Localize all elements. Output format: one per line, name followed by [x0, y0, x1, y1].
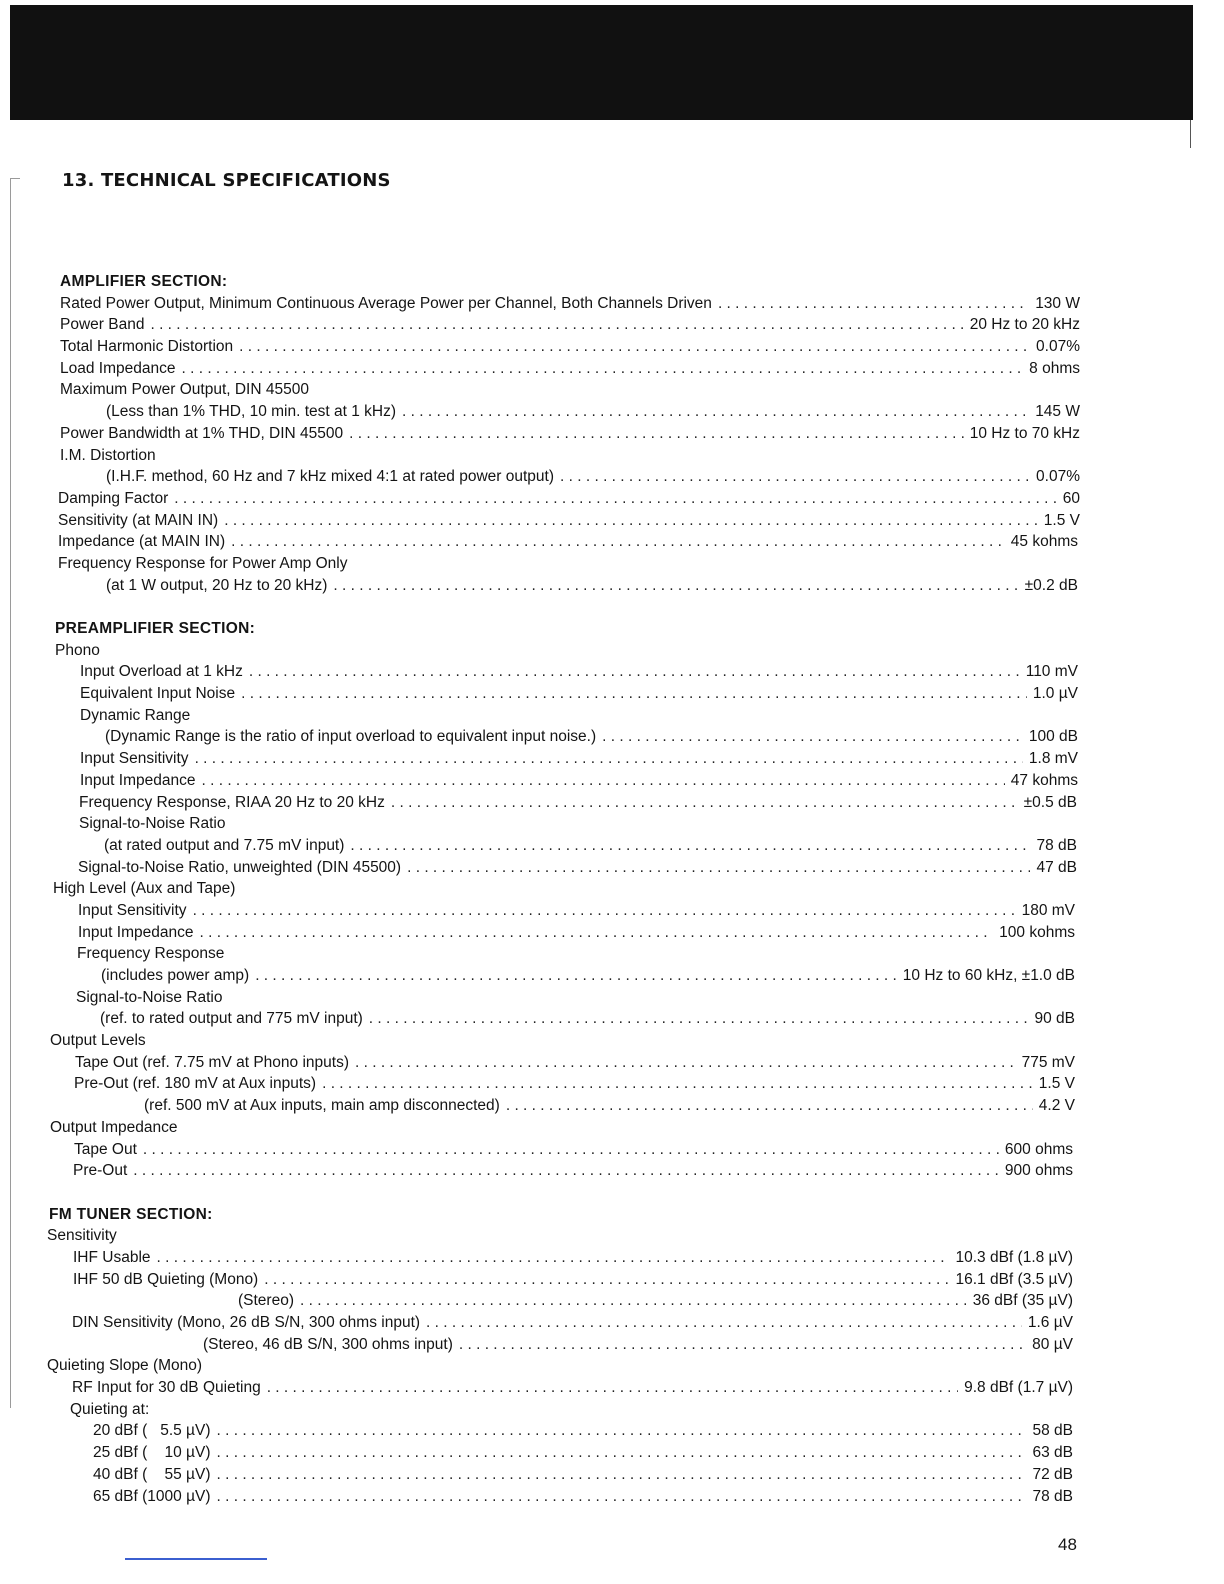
spec-value: 9.8 dBf (1.7 µV)	[964, 1379, 1073, 1397]
footer-rule	[125, 1558, 267, 1560]
spec-label: Signal-to-Noise Ratio	[76, 988, 223, 1006]
spec-label: Quieting at:	[70, 1400, 150, 1418]
spec-label: Quieting Slope (Mono)	[47, 1357, 203, 1375]
spec-label: Output Impedance	[50, 1118, 178, 1136]
spec-row	[0, 1030, 1075, 1052]
spec-value: 58 dB	[1032, 1422, 1073, 1440]
spec-row	[0, 1052, 1075, 1074]
spec-row	[0, 379, 1080, 401]
spec-value: 78 dB	[1032, 1487, 1073, 1505]
spec-label: RF Input for 30 dB Quieting	[72, 1379, 261, 1397]
spec-label: (includes power amp)	[101, 967, 250, 984]
dot-leader	[391, 792, 1018, 814]
dot-leader	[333, 575, 1018, 597]
spec-row	[0, 705, 1078, 727]
spec-row	[0, 1312, 1073, 1334]
spec-value: 10 Hz to 60 kHz, ±1.0 dB	[902, 967, 1075, 984]
spec-row	[0, 314, 1080, 336]
page-number: 48	[1058, 1535, 1077, 1554]
dot-leader	[150, 314, 963, 336]
spec-row	[0, 770, 1078, 792]
spec-label: Sensitivity (at MAIN IN)	[58, 511, 219, 529]
spec-row	[0, 943, 1075, 965]
dot-leader	[133, 1160, 999, 1182]
spec-label: 25 dBf ( 10 µV)	[93, 1444, 211, 1462]
spec-row	[0, 575, 1078, 597]
spec-label: Impedance (at MAIN IN)	[58, 533, 226, 551]
scan-margin-tick	[10, 178, 20, 179]
spec-value: 78 dB	[1036, 836, 1077, 854]
spec-value: 180 mV	[1021, 901, 1075, 919]
spec-row	[0, 1247, 1073, 1269]
spec-value: 90 dB	[1034, 1010, 1075, 1028]
spec-label: (Stereo, 46 dB S/N, 300 ohms input)	[203, 1335, 453, 1353]
spec-label: Maximum Power Output, DIN 45500	[60, 381, 309, 399]
spec-label: Output Levels	[50, 1032, 146, 1050]
spec-label: Damping Factor	[58, 489, 169, 507]
spec-value: 100 dB	[1028, 728, 1078, 746]
spec-row	[0, 445, 1080, 467]
specifications-list	[0, 271, 1224, 1507]
spec-value: 36 dBf (35 µV)	[972, 1292, 1073, 1310]
dot-leader	[402, 401, 1029, 423]
spec-row	[0, 1290, 1073, 1312]
spec-value: 1.0 µV	[1032, 685, 1078, 703]
spec-row	[0, 922, 1075, 944]
spec-value: 1.8 mV	[1028, 750, 1078, 768]
spec-row	[0, 423, 1080, 445]
spec-row	[0, 336, 1080, 358]
dot-leader	[560, 466, 1030, 488]
dot-leader	[216, 1442, 1026, 1464]
spec-row	[0, 748, 1078, 770]
spec-row	[0, 466, 1080, 488]
spec-label: (ref. 500 mV at Aux inputs, main amp disconnected)	[144, 1097, 500, 1115]
spec-row	[0, 857, 1077, 879]
spec-row	[0, 553, 1078, 575]
dot-leader	[174, 488, 1056, 510]
dot-leader	[407, 857, 1030, 879]
dot-leader	[718, 293, 1029, 315]
dot-leader	[157, 1247, 950, 1269]
spec-label: Load Impedance	[60, 359, 176, 377]
spec-row	[0, 1334, 1073, 1356]
section-heading: AMPLIFIER SECTION:	[60, 273, 228, 290]
spec-label: (I.H.F. method, 60 Hz and 7 kHz mixed 4:1 at rated power output)	[106, 468, 554, 486]
spec-label: (Dynamic Range is the ratio of input overload to equivalent input noise.)	[105, 728, 597, 746]
dot-leader	[231, 531, 1005, 553]
spec-label: (Stereo)	[238, 1292, 294, 1310]
spec-label: 65 dBf (1000 µV)	[93, 1487, 211, 1505]
dot-leader	[143, 1139, 999, 1161]
spec-value: 145 W	[1035, 403, 1080, 421]
spec-row	[0, 1139, 1073, 1161]
spec-row	[0, 900, 1075, 922]
spec-label: I.M. Distortion	[60, 446, 156, 464]
dot-leader	[199, 922, 993, 944]
spec-value: 72 dB	[1032, 1465, 1073, 1483]
spec-label: High Level (Aux and Tape)	[53, 880, 236, 898]
spec-label: Power Band	[60, 316, 145, 334]
spec-row	[0, 1464, 1073, 1486]
spec-value: 20 Hz to 20 kHz	[969, 316, 1080, 334]
spec-label: Input Impedance	[80, 771, 196, 789]
spec-label: Sensitivity	[47, 1227, 117, 1245]
spec-label: Equivalent Input Noise	[80, 685, 236, 703]
dot-leader	[602, 726, 1023, 748]
spec-label: 20 dBf ( 5.5 µV)	[93, 1422, 211, 1440]
spec-label: (Less than 1% THD, 10 min. test at 1 kHz)	[106, 403, 397, 421]
spec-row	[0, 1355, 1073, 1377]
spec-value: 47 dB	[1036, 858, 1077, 876]
spec-row	[0, 835, 1077, 857]
spec-value: 10.3 dBf (1.8 µV)	[955, 1248, 1073, 1266]
spec-row	[0, 878, 1077, 900]
dot-leader	[267, 1377, 958, 1399]
dot-leader	[349, 423, 964, 445]
dot-leader	[249, 661, 1020, 683]
spec-label: Phono	[55, 641, 100, 659]
spec-value: 45 kohms	[1010, 533, 1078, 551]
spec-label: Rated Power Output, Minimum Continuous Average Power per Channel, Both Channels Driven	[60, 294, 712, 312]
spec-row	[0, 726, 1078, 748]
spec-value: 1.5 V	[1043, 511, 1080, 529]
spec-row	[0, 293, 1080, 315]
dot-leader	[195, 748, 1023, 770]
spec-value: 10 Hz to 70 kHz	[969, 424, 1080, 442]
spec-row	[0, 358, 1080, 380]
spec-row	[0, 965, 1075, 987]
spec-label: Signal-to-Noise Ratio	[79, 815, 226, 833]
dot-leader	[300, 1290, 967, 1312]
dot-leader	[201, 770, 1004, 792]
spec-label: Frequency Response, RIAA 20 Hz to 20 kHz	[79, 793, 385, 811]
dot-leader	[181, 358, 1023, 380]
spec-value: ±0.2 dB	[1024, 576, 1078, 594]
spec-value: 63 dB	[1032, 1444, 1073, 1462]
spec-label: Input Sensitivity	[78, 901, 187, 919]
spec-label: Pre-Out (ref. 180 mV at Aux inputs)	[74, 1075, 317, 1093]
spec-label: Input Overload at 1 kHz	[80, 663, 243, 681]
spec-label: Tape Out	[74, 1140, 137, 1158]
spec-row	[0, 1008, 1075, 1030]
dot-leader	[350, 835, 1030, 857]
spec-row	[0, 1269, 1073, 1291]
section-heading: PREAMPLIFIER SECTION:	[55, 620, 256, 637]
spec-label: Dynamic Range	[80, 706, 191, 724]
dot-leader	[264, 1269, 949, 1291]
scanned-top-band	[10, 5, 1193, 120]
spec-value: 8 ohms	[1029, 359, 1080, 377]
spec-label: IHF Usable	[73, 1248, 151, 1266]
spec-row	[0, 510, 1080, 532]
dot-leader	[217, 1486, 1027, 1508]
spec-row	[0, 683, 1078, 705]
spec-label: Frequency Response for Power Amp Only	[58, 554, 348, 572]
spec-label: 40 dBf ( 55 µV)	[93, 1465, 211, 1483]
spec-value: 900 ohms	[1004, 1162, 1073, 1180]
spec-row	[0, 640, 1078, 662]
spec-row	[0, 1442, 1073, 1464]
spec-label: Pre-Out	[73, 1162, 128, 1180]
dot-leader	[322, 1073, 1033, 1095]
spec-row	[0, 1117, 1075, 1139]
spec-row	[0, 531, 1078, 553]
spec-value: 1.5 V	[1038, 1075, 1075, 1093]
spec-label: Signal-to-Noise Ratio, unweighted (DIN 45500)	[78, 858, 402, 876]
spec-label: Frequency Response	[77, 945, 225, 963]
spec-row	[0, 1399, 1073, 1421]
dot-leader	[255, 965, 897, 987]
dot-leader	[239, 336, 1030, 358]
spec-row	[0, 1073, 1075, 1095]
spec-row	[0, 1225, 1073, 1247]
spec-label: Total Harmonic Distortion	[60, 338, 234, 356]
dot-leader	[216, 1420, 1026, 1442]
spec-value: 47 kohms	[1010, 771, 1078, 789]
spec-value: 775 mV	[1021, 1053, 1075, 1071]
spec-value: 100 kohms	[999, 923, 1075, 941]
spec-row	[0, 813, 1077, 835]
dot-leader	[369, 1008, 1029, 1030]
spec-row	[0, 1095, 1075, 1117]
spec-value: 130 W	[1035, 294, 1080, 312]
spec-value: 600 ohms	[1004, 1140, 1073, 1158]
spec-row	[0, 1486, 1073, 1508]
spec-value: 0.07%	[1036, 338, 1080, 356]
spec-label: Input Sensitivity	[80, 750, 189, 768]
dot-leader	[506, 1095, 1033, 1117]
spec-label: Tape Out (ref. 7.75 mV at Phono inputs)	[75, 1053, 349, 1071]
dot-leader	[426, 1312, 1022, 1334]
spec-label: Input Impedance	[78, 923, 194, 941]
spec-value: ±0.5 dB	[1023, 793, 1077, 811]
spec-value: 80 µV	[1032, 1335, 1073, 1353]
spec-value: 110 mV	[1025, 663, 1078, 681]
page-title: 13. TECHNICAL SPECIFICATIONS	[62, 170, 391, 191]
spec-row	[0, 1377, 1073, 1399]
dot-leader	[224, 510, 1038, 532]
spec-label: Power Bandwidth at 1% THD, DIN 45500	[60, 424, 344, 442]
spec-row	[0, 987, 1075, 1009]
spec-row	[0, 488, 1080, 510]
spec-row	[0, 401, 1080, 423]
dot-leader	[459, 1334, 1026, 1356]
spec-row	[0, 792, 1077, 814]
dot-leader	[216, 1464, 1026, 1486]
spec-value: 0.07%	[1036, 468, 1080, 486]
spec-row	[0, 1420, 1073, 1442]
spec-value: 4.2 V	[1038, 1097, 1075, 1115]
dot-leader	[241, 683, 1027, 705]
scan-edge-mark	[1190, 120, 1191, 148]
spec-label: (at rated output and 7.75 mV input)	[104, 836, 345, 854]
spec-label: (at 1 W output, 20 Hz to 20 kHz)	[106, 576, 328, 594]
spec-value: 16.1 dBf (3.5 µV)	[955, 1270, 1073, 1288]
dot-leader	[355, 1052, 1016, 1074]
section-heading: FM TUNER SECTION:	[49, 1205, 213, 1223]
spec-value: 1.6 µV	[1027, 1314, 1073, 1331]
spec-row	[0, 1160, 1073, 1182]
dot-leader	[193, 900, 1016, 922]
spec-row	[0, 661, 1078, 683]
spec-label: DIN Sensitivity (Mono, 26 dB S/N, 300 ohms input)	[72, 1314, 421, 1331]
spec-value: 60	[1062, 489, 1080, 507]
spec-label: (ref. to rated output and 775 mV input)	[100, 1010, 363, 1028]
spec-label: IHF 50 dB Quieting (Mono)	[73, 1270, 259, 1288]
